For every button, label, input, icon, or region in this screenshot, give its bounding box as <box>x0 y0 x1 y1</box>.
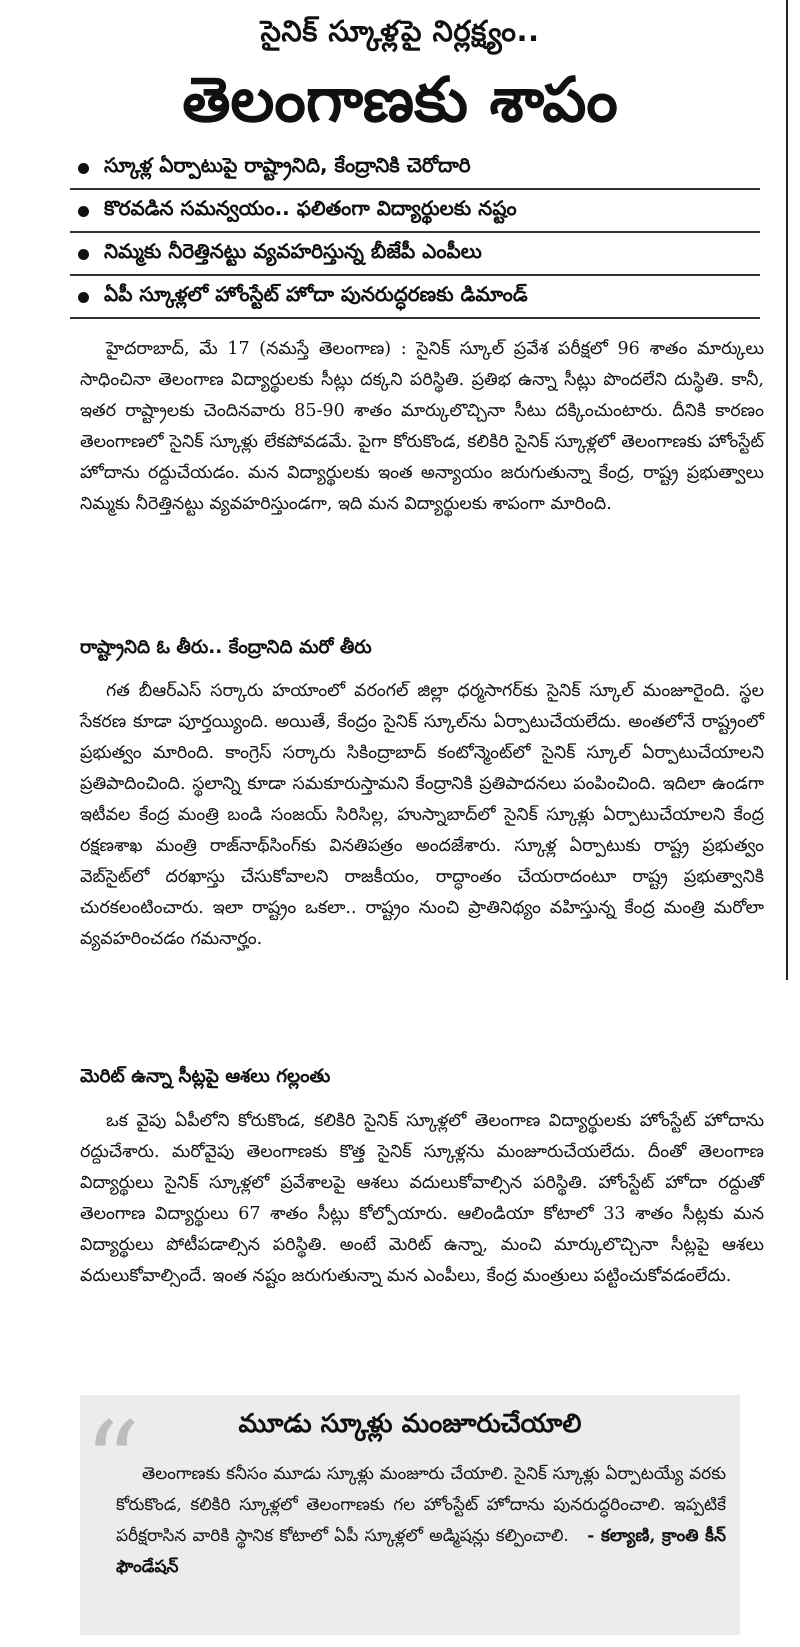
section1-paragraph: గత బీఆర్‌ఎస్‌ సర్కారు హయాంలో వరంగల్‌ జిల్లా ధర్మసాగర్‌కు సైనిక్‌ స్కూల్‌ మంజూరైంది. స్థల సేకరణ కూడా పూర్తయ్యింది. అయితే, కేంద్రం సైనిక్‌ స్కూల్‌ను ఏర్పాటుచేయలేదు. అంతలోనే రాష్ట్రంలో ప్రభుత్వం మారింది. కాంగ్రెస్‌ సర్కారు సికింద్రాబాద్‌ కంటోన్మెంట్‌లో సైనిక్‌ స్కూల్‌ ఏర్పాటుచేయాలని ప్రతిపాదించింది. స్థలాన్ని కూడా సమకూరుస్తామని కేంద్రానికి ప్రతిపాదనలు పంపించింది. ఇదిలా ఉండగా ఇటీవల కేంద్ర మంత్రి బండి సంజయ్‌ సిరిసిల్ల, హుస్నాబాద్‌లో సైనిక్‌ స్కూళ్లు ఏర్పాటుచేయాలని కేంద్ర రక్షణశాఖ మంత్రి రాజ్‌నాథ్‌సింగ్‌కు వినతిపత్రం అందజేశారు. స్కూళ్ల ఏర్పాటుకు రాష్ట్ర ప్రభుత్వం వెబ్‌సైట్‌లో దరఖాస్తు చేసుకోవాలని రాజకీయం, రాద్ధాంతం చేయరాదంటూ రాష్ట్ర ప్రభుత్వానికి చురకలంటించారు. ఇలా రాష్ట్రం ఒకలా.. రాష్ట్రం నుంచి ప్రాతినిథ్యం వహిస్తున్న కేంద్ర మంత్రి మరోలా వ్యవహరించడం గమనార్హం. <box>80 681 764 949</box>
quote-box <box>80 1395 740 1635</box>
lead-paragraph-block <box>80 334 764 520</box>
bullet-text: ఏపీ స్కూళ్లలో హోంస్టేట్‌ హోదా పునరుద్ధరణకు డిమాండ్‌ <box>104 282 528 306</box>
quote-box-body <box>116 1459 726 1583</box>
quote-signature: - కల్యాణి, క్రాంతి కీన్‌ ఫౌండేషన్‌ <box>116 1526 726 1577</box>
quote-box-text: తెలంగాణకు కనీసం మూడు స్కూళ్లు మంజూరు చేయాలి. సైనిక్‌ స్కూళ్లు ఏర్పాటయ్యే వరకు కోరుకొండ, కలికిరి స్కూళ్లలో తెలంగాణకు గల హోంస్టేట్‌ హోదాను పునరుద్ధరించాలి. ఇప్పటికే పరీక్షరాసిన వారికి స్థానిక కోటాలో ఏపీ స్కూళ్లలో అడ్మిషన్లు కల్పించాలి. <box>116 1464 726 1546</box>
subheading-merit-seats: మెరిట్‌ ఉన్నా సీట్లపై ఆశలు గల్లంతు <box>80 1066 331 1087</box>
quote-mark-icon: “ <box>84 1398 141 1526</box>
section2-block <box>80 1106 764 1292</box>
bullet-dot-icon <box>78 249 89 260</box>
bullet-item <box>70 190 760 233</box>
kicker-headline: సైనిక్‌ స్కూళ్లపై నిర్లక్ష్యం.. <box>260 14 540 48</box>
section2-paragraph: ఒక వైపు ఏపీలోని కోరుకొండ, కలికిరి సైనిక్‌ స్కూళ్లలో తెలంగాణ విద్యార్థులకు హోంస్టేట్‌ హోదాను రద్దుచేశారు. మరోవైపు తెలంగాణకు కొత్త సైనిక్‌ స్కూళ్లను మంజూరుచేయలేదు. దీంతో తెలంగాణ విద్యార్థులు సైనిక్‌ స్కూళ్లలో ప్రవేశాలపై ఆశలు వదులుకోవాల్సిన పరిస్థితి. హోంస్టేట్‌ హోదా రద్దుతో తెలంగాణ విద్యార్థులు 67 శాతం సీట్లు కోల్పోయారు. ఆలిండియా కోటాలో 33 శాతం సీట్లకు మన విద్యార్థులు పోటీపడాల్సిన పరిస్థితి. అంటే మెరిట్‌ ఉన్నా, మంచి మార్కులొచ్చినా సీట్లపై ఆశలు వదులుకోవాల్సిందే. ఇంత నష్టం జరుగుతున్నా మన ఎంపీలు, కేంద్ర మంత్రులు పట్టించుకోవడంలేదు. <box>80 1111 764 1286</box>
bullet-dot-icon <box>78 292 89 303</box>
section1-block <box>80 676 764 955</box>
bullet-item <box>70 147 760 190</box>
bullet-dot-icon <box>78 206 89 217</box>
column-rule <box>786 0 788 980</box>
bullet-list <box>70 147 760 319</box>
bullet-item <box>70 276 760 319</box>
bullet-text: నిమ్మకు నీరెత్తినట్టు వ్యవహరిస్తున్న బీజేపీ ఎంపీలు <box>104 239 482 263</box>
bullet-text: స్కూళ్ల ఏర్పాటుపై రాష్ట్రానిది, కేంద్రానికి చెరోదారి <box>104 153 471 177</box>
bullet-dot-icon <box>78 163 89 174</box>
lead-paragraph: హైదరాబాద్‌, మే 17 (నమస్తే తెలంగాణ) : సైనిక్‌ స్కూల్‌ ప్రవేశ పరీక్షలో 96 శాతం మార్కులు సాధించినా తెలంగాణ విద్యార్థులకు సీట్లు దక్కని పరిస్థితి. ప్రతిభ ఉన్నా సీట్లు పొందలేని దుస్థితి. కానీ, ఇతర రాష్ట్రాలకు చెందినవారు 85-90 శాతం మార్కులొచ్చినా సీటు దక్కించుంటారు. దీనికి కారణం తెలంగాణలో సైనిక్‌ స్కూళ్లు లేకపోవడమే. పైగా కోరుకొండ, కలికిరి సైనిక్‌ స్కూళ్లలో తెలంగాణకు హోంస్టేట్‌ హోదాను రద్దుచేయడం. మన విద్యార్థులకు ఇంత అన్యాయం జరుగుతున్నా కేంద్ర, రాష్ట్ర ప్రభుత్వాలు నిమ్మకు నీరెత్తినట్టు వ్యవహరిస్తుండగా, ఇది మన విద్యార్థులకు శాపంగా మారింది. <box>80 339 765 514</box>
subheading-state-centre: రాష్ట్రానిది ఓ తీరు.. కేంద్రానిది మరో తీరు <box>80 637 372 658</box>
main-headline: తెలంగాణకు శాపం <box>182 63 618 136</box>
quote-box-title: మూడు స్కూళ్లు మంజూరుచేయాలి <box>238 1409 582 1439</box>
bullet-item <box>70 233 760 276</box>
bullet-text: కొరవడిన సమన్వయం.. ఫలితంగా విద్యార్థులకు నష్టం <box>104 196 517 220</box>
